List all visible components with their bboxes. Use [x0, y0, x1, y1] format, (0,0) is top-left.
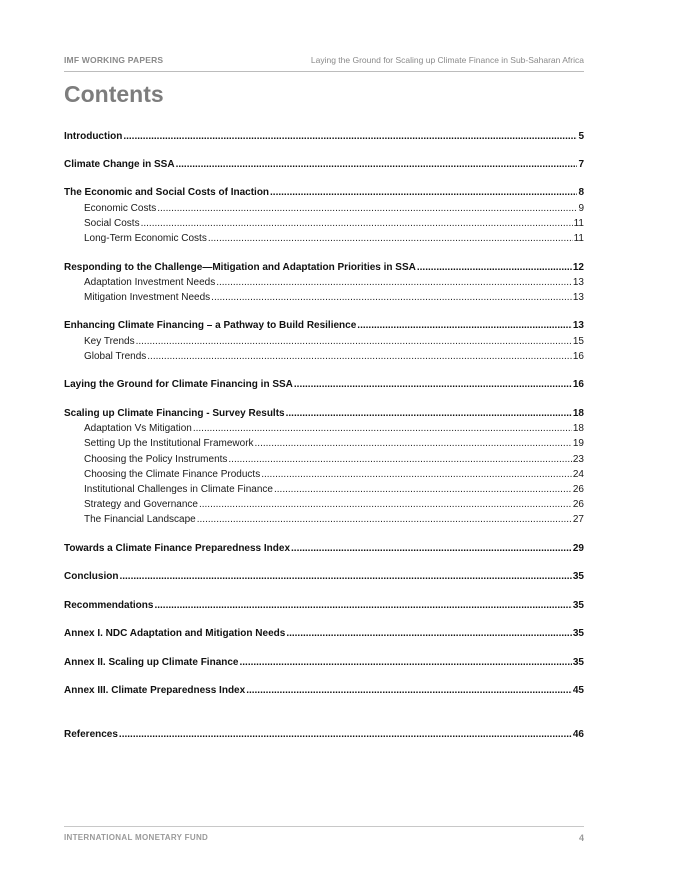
toc-entry-label: Setting Up the Institutional Framework	[84, 438, 254, 449]
toc-entry-page: 11	[573, 218, 584, 229]
toc-entry[interactable]	[64, 543, 584, 555]
toc-leader-dots	[197, 514, 572, 526]
toc-entry-label: Climate Change in SSA	[64, 159, 175, 170]
toc-entry-label: Choosing the Climate Finance Products	[84, 469, 261, 480]
toc-entry-label: Conclusion	[64, 571, 119, 582]
toc-entry[interactable]	[64, 514, 584, 526]
toc-entry-page: 9	[578, 203, 584, 214]
toc-leader-dots	[228, 454, 571, 466]
page-footer	[64, 826, 584, 847]
toc-leader-dots	[291, 543, 572, 555]
toc-entry-label: The Financial Landscape	[84, 514, 196, 525]
toc-leader-dots	[261, 469, 572, 481]
toc-entry-page: 12	[572, 262, 584, 273]
toc-entry[interactable]	[64, 484, 584, 496]
toc-leader-dots	[246, 685, 572, 697]
toc-entry[interactable]	[64, 218, 584, 230]
toc-entry-page: 16	[572, 379, 584, 390]
toc-entry-label: Annex I. NDC Adaptation and Mitigation Needs	[64, 628, 286, 639]
toc-entry[interactable]	[64, 729, 584, 741]
toc-entry-label: Social Costs	[84, 218, 140, 229]
toc-entry-page: 16	[572, 351, 584, 362]
toc-entry-page: 24	[572, 469, 584, 480]
toc-leader-dots	[176, 159, 578, 171]
toc-entry-page: 15	[572, 336, 584, 347]
toc-entry-page: 45	[572, 685, 584, 696]
toc-entry-page: 13	[572, 277, 584, 288]
toc-entry-label: Towards a Climate Finance Preparedness Index	[64, 543, 291, 554]
toc-leader-dots	[286, 408, 572, 420]
footer-page-number: 4	[578, 833, 584, 843]
toc-entry[interactable]	[64, 159, 584, 171]
toc-leader-dots	[147, 351, 572, 363]
toc-leader-dots	[119, 729, 572, 741]
toc-entry[interactable]	[64, 379, 584, 391]
toc-entry-page: 29	[572, 543, 584, 554]
toc-entry-page: 27	[572, 514, 584, 525]
toc-entry-label: References	[64, 729, 118, 740]
toc-entry[interactable]	[64, 571, 584, 583]
toc-entry-page: 46	[572, 729, 584, 740]
toc-entry[interactable]	[64, 131, 584, 143]
header-paper-title: Laying the Ground for Scaling up Climate Finance in Sub-Saharan Africa	[310, 55, 584, 65]
toc-entry-label: Global Trends	[84, 351, 147, 362]
toc-entry[interactable]	[64, 499, 584, 511]
toc-entry-label: Adaptation Vs Mitigation	[84, 423, 192, 434]
toc-entry-page: 26	[572, 484, 584, 495]
toc-entry-label: Strategy and Governance	[84, 499, 198, 510]
toc-entry-page: 35	[572, 628, 584, 639]
toc-entry-page: 19	[572, 438, 584, 449]
toc-entry-label: Laying the Ground for Climate Financing in SSA	[64, 379, 293, 390]
toc-leader-dots	[255, 438, 572, 450]
toc-leader-dots	[136, 336, 572, 348]
toc-entry-label: Annex II. Scaling up Climate Finance	[64, 657, 239, 668]
toc-entry-page: 11	[573, 233, 584, 244]
toc-entry-page: 35	[572, 657, 584, 668]
toc-entry-label: Introduction	[64, 131, 123, 142]
toc-leader-dots	[211, 292, 572, 304]
toc-entry[interactable]	[64, 351, 584, 363]
toc-entry-page: 13	[572, 320, 584, 331]
toc-entry-page: 13	[572, 292, 584, 303]
toc-entry[interactable]	[64, 233, 584, 245]
toc-entry[interactable]	[64, 423, 584, 435]
toc-entry-page: 23	[572, 454, 584, 465]
toc-entry-label: Mitigation Investment Needs	[84, 292, 211, 303]
toc-entry-label: Long-Term Economic Costs	[84, 233, 207, 244]
toc-entry[interactable]	[64, 262, 584, 274]
toc-entry[interactable]	[64, 203, 584, 215]
toc-entry-page: 7	[578, 159, 584, 170]
toc-entry-page: 18	[572, 423, 584, 434]
toc-entry-page: 18	[572, 408, 584, 419]
toc-entry-label: Institutional Challenges in Climate Finance	[84, 484, 273, 495]
footer-publisher: INTERNATIONAL MONETARY FUND	[64, 833, 209, 842]
toc-entry[interactable]	[64, 600, 584, 612]
toc-leader-dots	[199, 499, 572, 511]
toc-leader-dots	[274, 484, 572, 496]
toc-leader-dots	[123, 131, 577, 143]
toc-leader-dots	[157, 203, 577, 215]
toc-entry-label: Key Trends	[84, 336, 135, 347]
toc-entry[interactable]	[64, 685, 584, 697]
toc-entry[interactable]	[64, 320, 584, 332]
toc-leader-dots	[270, 187, 577, 199]
toc-entry[interactable]	[64, 277, 584, 289]
toc-entry-page: 35	[572, 571, 584, 582]
toc-entry-page: 26	[572, 499, 584, 510]
toc-leader-dots	[286, 628, 572, 640]
toc-entry[interactable]	[64, 292, 584, 304]
toc-entry-label: Annex III. Climate Preparedness Index	[64, 685, 246, 696]
toc-entry-label: Enhancing Climate Financing – a Pathway to Build Resilience	[64, 320, 357, 331]
toc-entry[interactable]	[64, 187, 584, 199]
toc-entry-page: 35	[572, 600, 584, 611]
page-title: Contents	[64, 81, 164, 107]
toc-leader-dots	[119, 571, 571, 583]
toc-entry[interactable]	[64, 469, 584, 481]
toc-entry[interactable]	[64, 408, 584, 420]
toc-entry[interactable]	[64, 628, 584, 640]
toc-leader-dots	[357, 320, 572, 332]
toc-leader-dots	[154, 600, 571, 612]
page-header	[64, 55, 584, 72]
toc-entry-label: Responding to the Challenge—Mitigation and Adaptation Priorities in SSA	[64, 262, 416, 273]
toc-entry[interactable]	[64, 657, 584, 669]
toc-leader-dots	[294, 379, 572, 391]
toc-leader-dots	[239, 657, 571, 669]
toc-leader-dots	[417, 262, 572, 274]
toc-leader-dots	[141, 218, 573, 230]
toc-entry-label: Adaptation Investment Needs	[84, 277, 216, 288]
toc-entry[interactable]	[64, 454, 584, 466]
toc-leader-dots	[216, 277, 572, 289]
toc-entry-label: Economic Costs	[84, 203, 157, 214]
toc-entry-label: The Economic and Social Costs of Inaction	[64, 187, 270, 198]
toc-entry-label: Recommendations	[64, 600, 154, 611]
toc-entry-label: Choosing the Policy Instruments	[84, 454, 228, 465]
header-series-title: IMF WORKING PAPERS	[64, 55, 164, 65]
toc-entry[interactable]	[64, 336, 584, 348]
toc-leader-dots	[193, 423, 572, 435]
toc-entry[interactable]	[64, 438, 584, 450]
toc-entry-page: 5	[578, 131, 584, 142]
toc-entry-label: Scaling up Climate Financing - Survey Results	[64, 408, 285, 419]
toc-leader-dots	[208, 233, 573, 245]
toc-entry-page: 8	[578, 187, 584, 198]
